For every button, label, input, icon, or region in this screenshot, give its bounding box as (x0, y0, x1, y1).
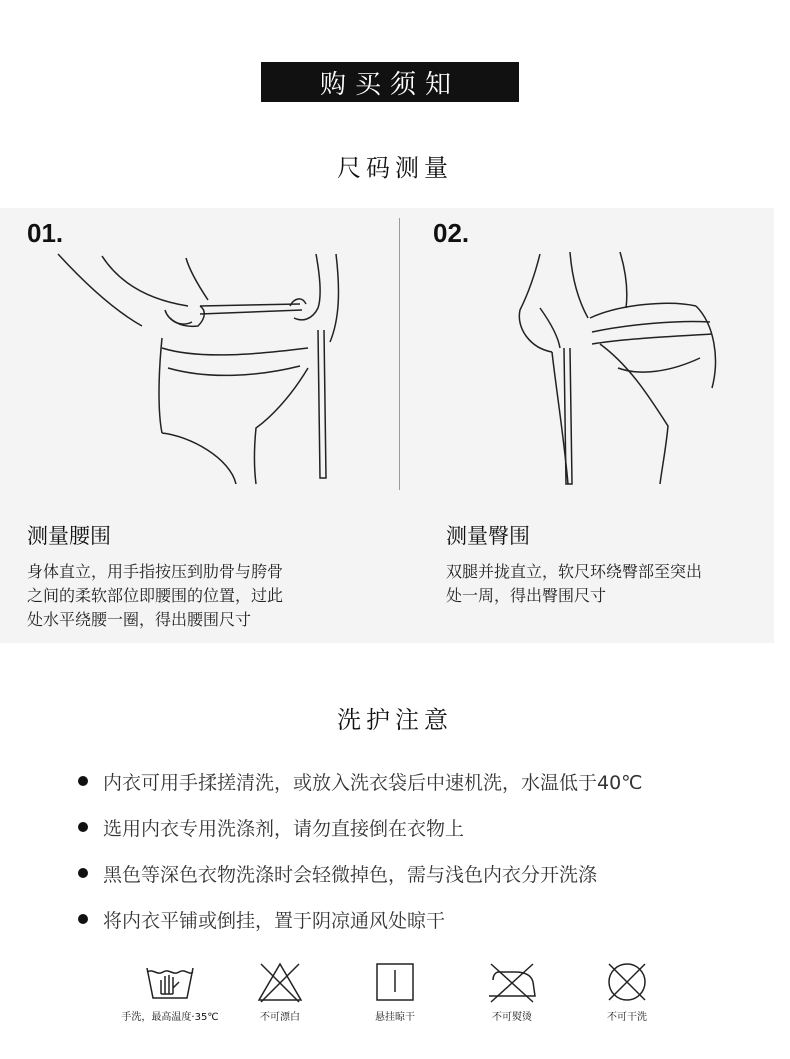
waist-description-line: 处水平绕腰一圈，得出腰围尺寸 (27, 610, 252, 629)
no-dry-clean-label: 不可干洗 (607, 1012, 647, 1023)
step-number-2: 02. (433, 218, 470, 248)
care-item-text: 将内衣平铺或倒挂，置于阴凉通风处晾干 (103, 909, 446, 932)
hip-description-line: 双腿并拢直立，软尺环绕臀部至突出 (446, 562, 703, 581)
waist-description-line: 之间的柔软部位即腰围的位置，过此 (27, 586, 284, 605)
hang-dry-icon (368, 960, 422, 1004)
panel-divider (399, 218, 400, 490)
hand-wash-icon (143, 960, 197, 1004)
care-symbol-no-dry-clean (567, 960, 687, 1023)
no-dry-clean-icon (600, 960, 654, 1004)
hip-description-line: 处一周，得出臀围尺寸 (446, 586, 607, 605)
care-item-text: 内衣可用手揉搓清洗，或放入洗衣袋后中速机洗，水温低于40℃ (103, 771, 643, 794)
care-list-item (78, 850, 643, 896)
bullet-icon (78, 868, 88, 878)
care-symbol-hang-dry (335, 960, 455, 1023)
waist-title: 测量腰围 (27, 524, 111, 548)
bullet-icon (78, 822, 88, 832)
hand-wash-label: 手洗，最高温度·35℃ (121, 1012, 219, 1023)
banner-title: 购买须知 (319, 69, 460, 100)
care-item-text: 黑色等深色衣物洗涤时会轻微掉色，需与浅色内衣分开洗涤 (103, 863, 598, 886)
waist-measure-illustration (50, 248, 360, 498)
care-list-item (78, 896, 643, 942)
bullet-icon (78, 914, 88, 924)
hip-description (446, 560, 702, 608)
step-number-1: 01. (27, 218, 64, 248)
waist-description-line: 身体直立，用手指按压到肋骨与胯骨 (27, 562, 284, 581)
care-list (78, 758, 643, 942)
hang-dry-label: 悬挂晾干 (375, 1012, 415, 1023)
care-symbol-hand-wash (110, 960, 230, 1023)
care-list-item (78, 804, 643, 850)
waist-description (27, 560, 283, 632)
size-section-title: 尺码测量 (337, 154, 453, 182)
care-symbol-no-iron (452, 960, 572, 1023)
bullet-icon (78, 776, 88, 786)
care-symbol-no-bleach (220, 960, 340, 1023)
care-section-title: 洗护注意 (337, 706, 453, 734)
care-list-item (78, 758, 643, 804)
notice-banner (261, 62, 519, 102)
no-bleach-icon (253, 960, 307, 1004)
hip-measure-illustration (500, 248, 730, 498)
care-item-text: 选用内衣专用洗涤剂，请勿直接倒在衣物上 (103, 817, 465, 840)
no-bleach-label: 不可漂白 (260, 1012, 300, 1023)
no-iron-icon (485, 960, 539, 1004)
measure-panel (0, 208, 774, 643)
no-iron-label: 不可熨烫 (492, 1012, 532, 1023)
hip-title: 测量臀围 (446, 524, 530, 548)
